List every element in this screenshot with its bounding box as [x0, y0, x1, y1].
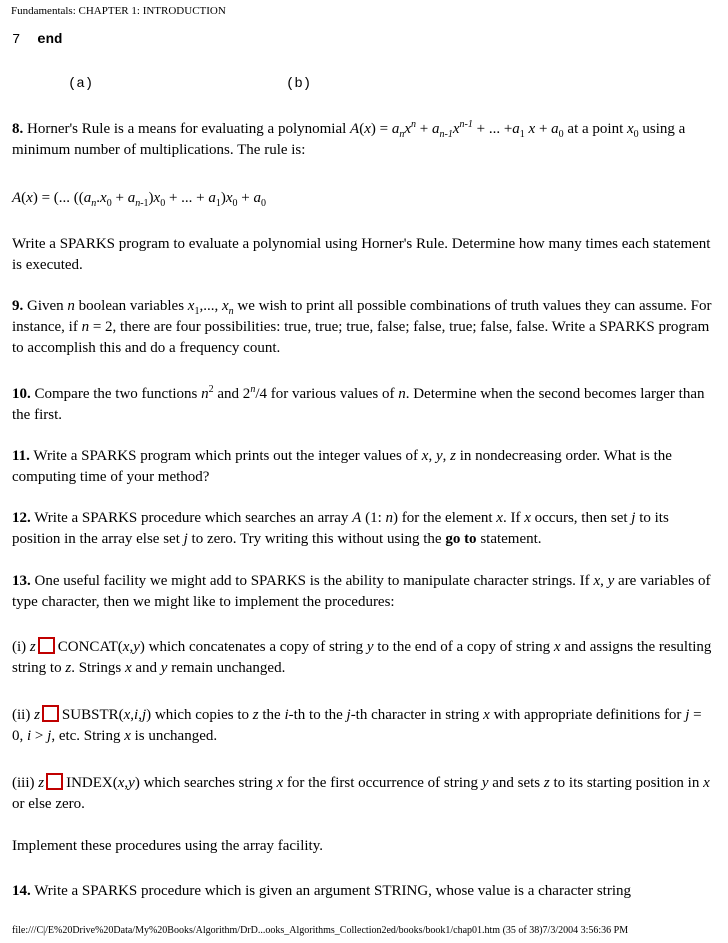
item-text: ) which concatenates a copy of string: [139, 639, 364, 655]
end-keyword: end: [37, 32, 63, 48]
q9-text-4: = 2, there are four possibilities: true, true; true, false; false, true; false, false. Write a SPARKS program to accomplish this and do a frequency count.: [12, 319, 710, 356]
horner-formula: A(x) = (... ($(a_n.x_0 + a_{n-1})x_0$ + ... + $a_1)x_0 + a_0$: [12, 190, 267, 209]
item-text-2: for the first occurrence of string: [286, 775, 479, 791]
q13-text-2: are variables of type character, then we might like to implement the procedures:: [12, 573, 711, 610]
item-text: ) which copies to: [146, 707, 250, 723]
q13-item-iii: (iii) z INDEX(x,y) which searches string x for the first occurrence of string y and sets z to its starting position in x or else zero.: [12, 775, 710, 812]
page-footer-url[interactable]: file:///C|/E%20Drive%20Data/My%20Books/Algorithm/DrD...ooks_Algorithms_Collection2ed/books/book1/chap01.htm (35 of 38)7/3/2004 3:56:36 PM: [12, 925, 629, 936]
q9-text: Given: [27, 298, 64, 314]
page-header: Fundamentals: CHAPTER 1: INTRODUCTION: [11, 5, 226, 17]
question-11: 11. Write a SPARKS program which prints out the integer values of x, y, z in nondecreasing order. What is the computing time of your method?: [12, 448, 672, 485]
q12-text: Write a SPARKS procedure which searches an array: [34, 510, 349, 526]
q12-text-6: to its position in the array else set: [12, 510, 669, 547]
item-text-3: and sets: [492, 775, 541, 791]
q12-text-8: statement.: [480, 531, 542, 547]
question-12: 12. Write a SPARKS procedure which searches an array A (1: n) for the element x. If x occurs, then set j to its position in the array else set j to zero. Try writing this without using the go to statement.: [12, 510, 669, 547]
q13-text-3: Implement these procedures using the array facility.: [12, 838, 323, 854]
question-13: 13. One useful facility we might add to SPARKS is the ability to manipulate character strings. If x, y are variables of type character, then we might like to implement the procedures:: [12, 573, 711, 610]
q10-text-2: and 2: [217, 386, 251, 402]
q10-text-4: . Determine when the second becomes larger than the first.: [12, 386, 705, 423]
question-number: 14.: [12, 883, 31, 899]
item-text-2: to the end of a copy of string: [377, 639, 551, 655]
item-text-3: -th to the: [288, 707, 343, 723]
q10-text-3: /4 for various values of: [255, 386, 395, 402]
question-number: 9.: [12, 298, 24, 314]
item-text-5: and: [135, 660, 158, 676]
q8-text-4: Write a SPARKS program to evaluate a polynomial using Horner's Rule. Determine how many times each statement is executed.: [12, 236, 711, 273]
fn-name: SUBSTR(: [61, 707, 124, 723]
item-label: (i): [12, 639, 27, 655]
item-text-8: is unchanged.: [134, 728, 218, 744]
item-text-4: -th character in string: [350, 707, 480, 723]
question-number: 12.: [12, 510, 31, 526]
q14-text: Write a SPARKS procedure which is given an argument STRING, whose value is a character string: [34, 883, 631, 899]
q8-text-3: using a minimum number of multiplications. The rule is:: [12, 121, 686, 158]
q12-text-2: (1:: [365, 510, 382, 526]
question-9: 9. Given n boolean variables $x_1$,..., $x_n$ we wish to print all possible combinations of truth values they can assume. For instance, if n = 2, there are four possibilities: true, true; true, false; false, true; false, false. Write a SPARKS program to accomplish this and do a frequency count.: [12, 298, 712, 356]
label-a: (a): [68, 76, 94, 92]
q9-text-2: boolean variables: [78, 298, 185, 314]
item-text-6: remain unchanged.: [171, 660, 286, 676]
question-number: 10.: [12, 386, 31, 402]
question-number: 11.: [12, 448, 30, 464]
q11-text: Write a SPARKS program which prints out the integer values of: [33, 448, 419, 464]
q12-text-3: ) for the element: [393, 510, 493, 526]
assign-arrow-icon: [38, 637, 55, 654]
item-text-2: the: [262, 707, 281, 723]
question-number: 8.: [12, 121, 24, 137]
q8-text-2: at a point: [567, 121, 624, 137]
q13-item-ii: (ii) z SUBSTR(x,i,j) which copies to z the i-th to the j-th character in string x with appropriate definitions for j = 0, i > j, etc. String x is unchanged.: [12, 707, 702, 744]
q11-text-2: in nondecreasing order. What is the computing time of your method?: [12, 448, 672, 485]
q13-item-i: (i) z CONCAT(x,y) which concatenates a copy of string y to the end of a copy of string x and assigns the resulting string to z. Strings x and y remain unchanged.: [12, 639, 712, 676]
q8-text: Horner's Rule is a means for evaluating a polynomial: [27, 121, 347, 137]
item-label: (iii): [12, 775, 35, 791]
item-text-3: and assigns the resulting string to: [12, 639, 712, 676]
goto-keyword: go to: [445, 531, 477, 547]
item-text-4: to its starting position in: [553, 775, 700, 791]
code-line: [12, 32, 62, 48]
q12-text-4: . If: [502, 510, 521, 526]
item-text-5: with appropriate definitions for: [493, 707, 682, 723]
question-10: 10. Compare the two functions $n^2$ and 2$^n$/4 for various values of n. Determine when the second becomes larger than the first.: [12, 384, 705, 423]
assign-arrow-icon: [42, 705, 59, 722]
assign-arrow-icon: [46, 773, 63, 790]
item-text: ) which searches string: [134, 775, 273, 791]
item-text-4: . Strings: [71, 660, 122, 676]
q10-text: Compare the two functions: [34, 386, 198, 402]
item-text-5: or else zero.: [12, 796, 85, 812]
q13-text: One useful facility we might add to SPARKS is the ability to manipulate character strings. If: [34, 573, 590, 589]
label-b: (b): [286, 76, 312, 92]
q12-text-7: to zero. Try writing this without using the: [191, 531, 442, 547]
item-text-7: etc. String: [58, 728, 121, 744]
question-number: 13.: [12, 573, 31, 589]
question-14: [12, 881, 712, 902]
fn-name: CONCAT(: [57, 639, 123, 655]
line-number: 7: [12, 32, 21, 48]
item-text-6: = 0,: [12, 707, 702, 744]
q9-text-3: we wish to print all possible combinations of truth values they can assume. For instance, if: [12, 298, 712, 335]
fn-name: INDEX(: [66, 775, 118, 791]
q12-text-5: occurs, then set: [534, 510, 628, 526]
question-8: 8. Horner's Rule is a means for evaluating a polynomial $A(x) = a_nx^n + a_{n-1}x^{n-1}$ + ... $+a_1$ $x + a_0$ at a point $x_0$ using a minimum number of multiplications. The rule is:: [12, 119, 686, 158]
item-label: (ii): [12, 707, 31, 723]
